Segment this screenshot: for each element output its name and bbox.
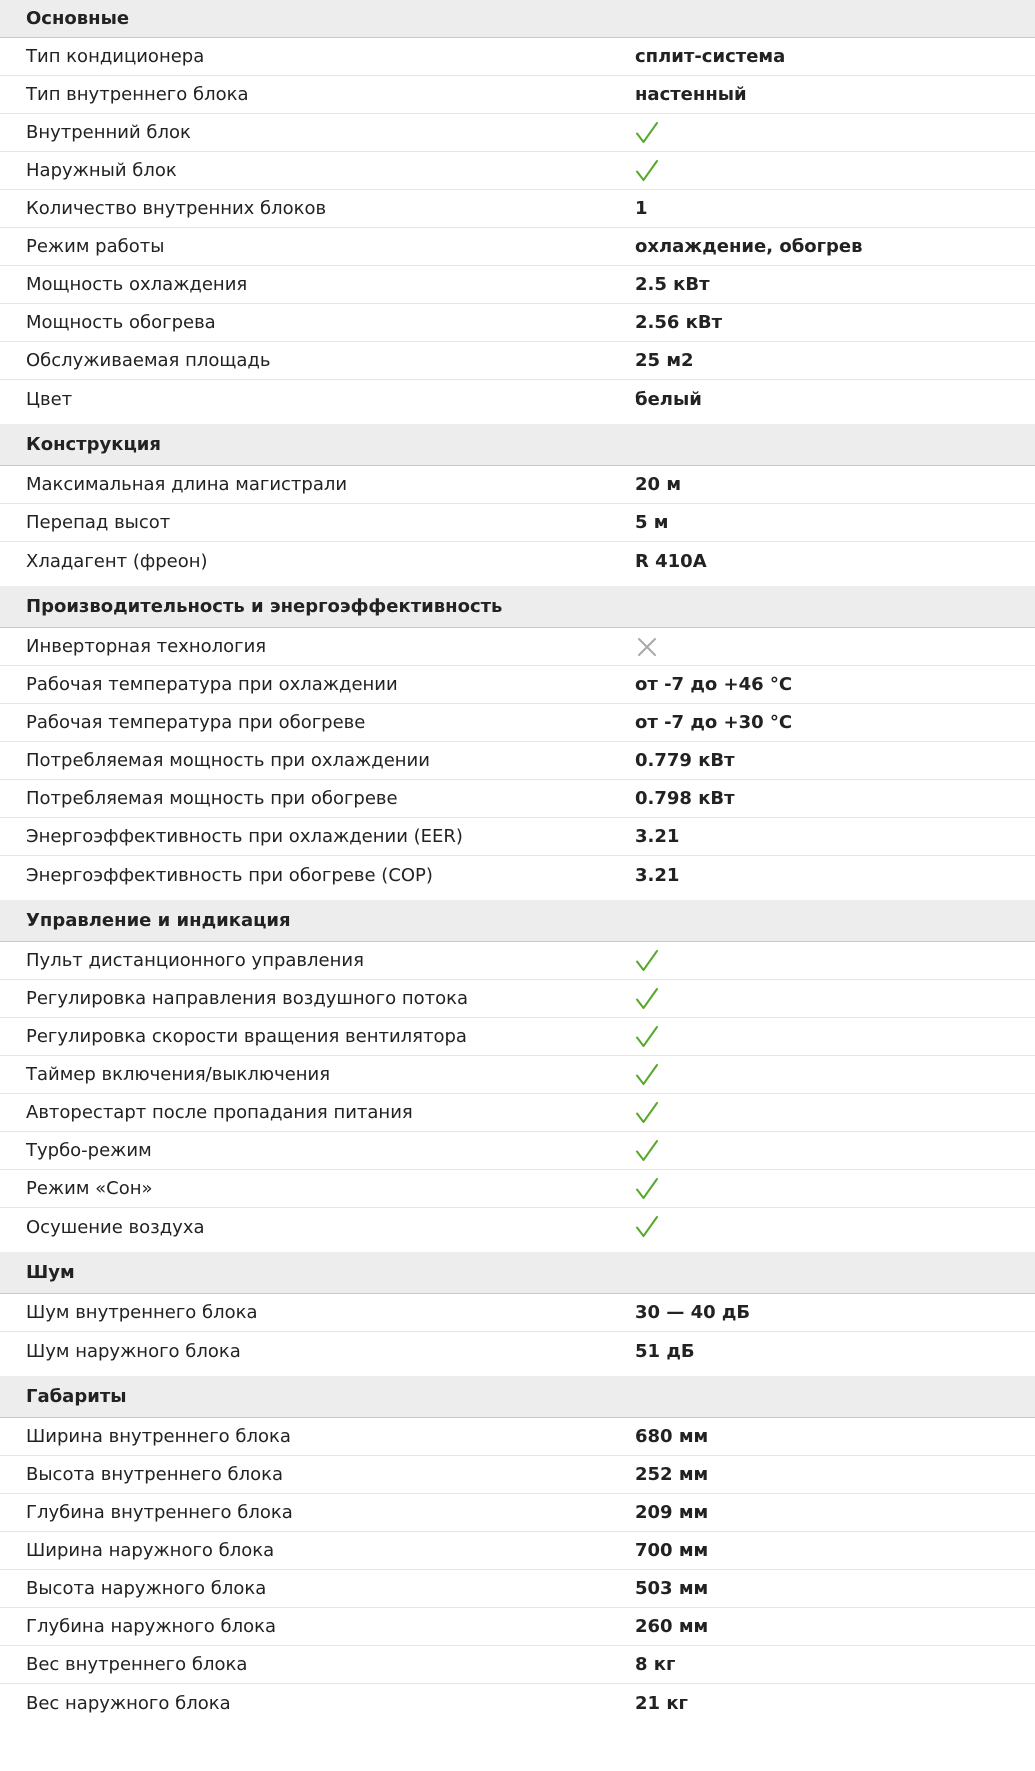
check-icon bbox=[635, 1063, 659, 1087]
spec-label: Высота наружного блока bbox=[26, 1578, 267, 1599]
spec-label: Перепад высот bbox=[26, 512, 171, 533]
section-title: Шум bbox=[0, 1252, 1035, 1294]
spec-row bbox=[0, 190, 1035, 228]
spec-label: Шум внутреннего блока bbox=[26, 1302, 258, 1323]
spec-label: Ширина внутреннего блока bbox=[26, 1426, 291, 1447]
spec-label: Потребляемая мощность при охлаждении bbox=[26, 750, 430, 771]
spec-label: Осушение воздуха bbox=[26, 1216, 205, 1238]
spec-value bbox=[635, 1101, 1035, 1125]
check-icon bbox=[635, 1139, 659, 1163]
spec-row bbox=[0, 1684, 1035, 1722]
spec-row bbox=[0, 1646, 1035, 1684]
spec-row bbox=[0, 466, 1035, 504]
spec-section bbox=[0, 424, 1035, 580]
spec-label: Вес наружного блока bbox=[26, 1692, 231, 1714]
spec-label: Режим «Сон» bbox=[26, 1178, 153, 1199]
spec-value: 0.779 кВт bbox=[635, 750, 735, 771]
spec-value: 503 мм bbox=[635, 1578, 709, 1599]
spec-value: R 410A bbox=[635, 550, 707, 572]
spec-row bbox=[0, 856, 1035, 894]
spec-value: настенный bbox=[635, 84, 747, 105]
spec-label: Шум наружного блока bbox=[26, 1340, 241, 1362]
check-icon bbox=[635, 949, 659, 973]
spec-row bbox=[0, 380, 1035, 418]
spec-label: Регулировка скорости вращения вентилятора bbox=[26, 1026, 467, 1047]
spec-value bbox=[635, 159, 1035, 183]
spec-row bbox=[0, 1494, 1035, 1532]
spec-value: 209 мм bbox=[635, 1502, 709, 1523]
spec-value: 51 дБ bbox=[635, 1340, 695, 1362]
check-icon bbox=[635, 1177, 659, 1201]
spec-value: белый bbox=[635, 388, 702, 410]
spec-value: 21 кг bbox=[635, 1692, 688, 1714]
spec-row bbox=[0, 980, 1035, 1018]
spec-value: 3.21 bbox=[635, 864, 680, 886]
spec-row bbox=[0, 1170, 1035, 1208]
spec-value: 260 мм bbox=[635, 1616, 709, 1637]
spec-row bbox=[0, 780, 1035, 818]
spec-section bbox=[0, 1376, 1035, 1722]
spec-value: 5 м bbox=[635, 512, 669, 533]
spec-row bbox=[0, 1094, 1035, 1132]
spec-label: Хладагент (фреон) bbox=[26, 550, 208, 572]
section-title: Конструкция bbox=[0, 424, 1035, 466]
spec-value bbox=[635, 1177, 1035, 1201]
spec-label: Режим работы bbox=[26, 236, 165, 257]
spec-label: Тип внутреннего блока bbox=[26, 84, 249, 105]
spec-label: Тип кондиционера bbox=[26, 46, 205, 67]
spec-value: 8 кг bbox=[635, 1654, 676, 1675]
spec-row bbox=[0, 818, 1035, 856]
spec-label: Таймер включения/выключения bbox=[26, 1064, 331, 1085]
spec-value bbox=[635, 1063, 1035, 1087]
spec-row bbox=[0, 1208, 1035, 1246]
spec-label: Регулировка направления воздушного потока bbox=[26, 988, 469, 1009]
spec-label: Высота внутреннего блока bbox=[26, 1464, 284, 1485]
spec-label: Внутренний блок bbox=[26, 122, 191, 143]
spec-row bbox=[0, 504, 1035, 542]
spec-label: Мощность охлаждения bbox=[26, 274, 248, 295]
spec-label: Глубина наружного блока bbox=[26, 1616, 277, 1637]
section-title: Основные bbox=[0, 0, 1035, 38]
spec-row bbox=[0, 1456, 1035, 1494]
spec-value: 2.56 кВт bbox=[635, 312, 723, 333]
spec-label: Рабочая температура при обогреве bbox=[26, 712, 366, 733]
check-icon bbox=[635, 1101, 659, 1125]
spec-value bbox=[635, 1139, 1035, 1163]
spec-row bbox=[0, 942, 1035, 980]
spec-label: Пульт дистанционного управления bbox=[26, 950, 364, 971]
spec-section bbox=[0, 586, 1035, 894]
spec-label: Рабочая температура при охлаждении bbox=[26, 674, 398, 695]
section-title: Управление и индикация bbox=[0, 900, 1035, 942]
spec-label: Ширина наружного блока bbox=[26, 1540, 275, 1561]
spec-label: Энергоэффективность при обогреве (COP) bbox=[26, 864, 433, 886]
spec-row bbox=[0, 76, 1035, 114]
spec-value: 0.798 кВт bbox=[635, 788, 735, 809]
spec-value: от -7 до +30 °С bbox=[635, 712, 793, 733]
spec-section bbox=[0, 1252, 1035, 1370]
spec-row bbox=[0, 304, 1035, 342]
spec-value bbox=[635, 949, 1035, 973]
spec-value: 30 — 40 дБ bbox=[635, 1302, 751, 1323]
spec-label: Вес внутреннего блока bbox=[26, 1654, 248, 1675]
spec-label: Инверторная технология bbox=[26, 636, 267, 657]
spec-value bbox=[635, 635, 1035, 659]
spec-row bbox=[0, 1332, 1035, 1370]
section-title: Габариты bbox=[0, 1376, 1035, 1418]
cross-icon bbox=[635, 635, 659, 659]
spec-value bbox=[635, 1025, 1035, 1049]
spec-row bbox=[0, 666, 1035, 704]
spec-label: Цвет bbox=[26, 388, 73, 410]
spec-value: 680 мм bbox=[635, 1426, 709, 1447]
spec-value: 25 м2 bbox=[635, 350, 694, 371]
section-title: Производительность и энергоэффективность bbox=[0, 586, 1035, 628]
spec-value: 252 мм bbox=[635, 1464, 709, 1485]
spec-value bbox=[635, 987, 1035, 1011]
spec-value: сплит-система bbox=[635, 46, 786, 67]
spec-row bbox=[0, 1608, 1035, 1646]
spec-label: Потребляемая мощность при обогреве bbox=[26, 788, 398, 809]
spec-row bbox=[0, 542, 1035, 580]
spec-label: Энергоэффективность при охлаждении (EER) bbox=[26, 826, 463, 847]
spec-row bbox=[0, 266, 1035, 304]
spec-row bbox=[0, 114, 1035, 152]
spec-label: Мощность обогрева bbox=[26, 312, 216, 333]
spec-row bbox=[0, 342, 1035, 380]
check-icon bbox=[635, 987, 659, 1011]
spec-value bbox=[635, 1215, 1035, 1239]
spec-row bbox=[0, 1018, 1035, 1056]
check-icon bbox=[635, 159, 659, 183]
spec-label: Турбо-режим bbox=[26, 1140, 152, 1161]
spec-label: Обслуживаемая площадь bbox=[26, 350, 271, 371]
spec-row bbox=[0, 704, 1035, 742]
spec-row bbox=[0, 1532, 1035, 1570]
spec-label: Наружный блок bbox=[26, 160, 177, 181]
spec-value: от -7 до +46 °С bbox=[635, 674, 793, 695]
spec-value: 3.21 bbox=[635, 826, 680, 847]
spec-row bbox=[0, 228, 1035, 266]
check-icon bbox=[635, 1025, 659, 1049]
spec-label: Максимальная длина магистрали bbox=[26, 474, 348, 495]
spec-value bbox=[635, 121, 1035, 145]
spec-value: 1 bbox=[635, 198, 648, 219]
spec-row bbox=[0, 38, 1035, 76]
spec-label: Авторестарт после пропадания питания bbox=[26, 1102, 413, 1123]
spec-value: 2.5 кВт bbox=[635, 274, 710, 295]
spec-value: 700 мм bbox=[635, 1540, 709, 1561]
spec-row bbox=[0, 1418, 1035, 1456]
spec-row bbox=[0, 742, 1035, 780]
spec-row bbox=[0, 1570, 1035, 1608]
spec-value: охлаждение, обогрев bbox=[635, 236, 863, 257]
spec-label: Глубина внутреннего блока bbox=[26, 1502, 293, 1523]
spec-row bbox=[0, 1056, 1035, 1094]
spec-row bbox=[0, 1294, 1035, 1332]
spec-row bbox=[0, 152, 1035, 190]
spec-row bbox=[0, 628, 1035, 666]
check-icon bbox=[635, 1215, 659, 1239]
spec-section bbox=[0, 0, 1035, 418]
spec-section bbox=[0, 900, 1035, 1246]
spec-value: 20 м bbox=[635, 474, 682, 495]
spec-label: Количество внутренних блоков bbox=[26, 198, 327, 219]
check-icon bbox=[635, 121, 659, 145]
spec-row bbox=[0, 1132, 1035, 1170]
